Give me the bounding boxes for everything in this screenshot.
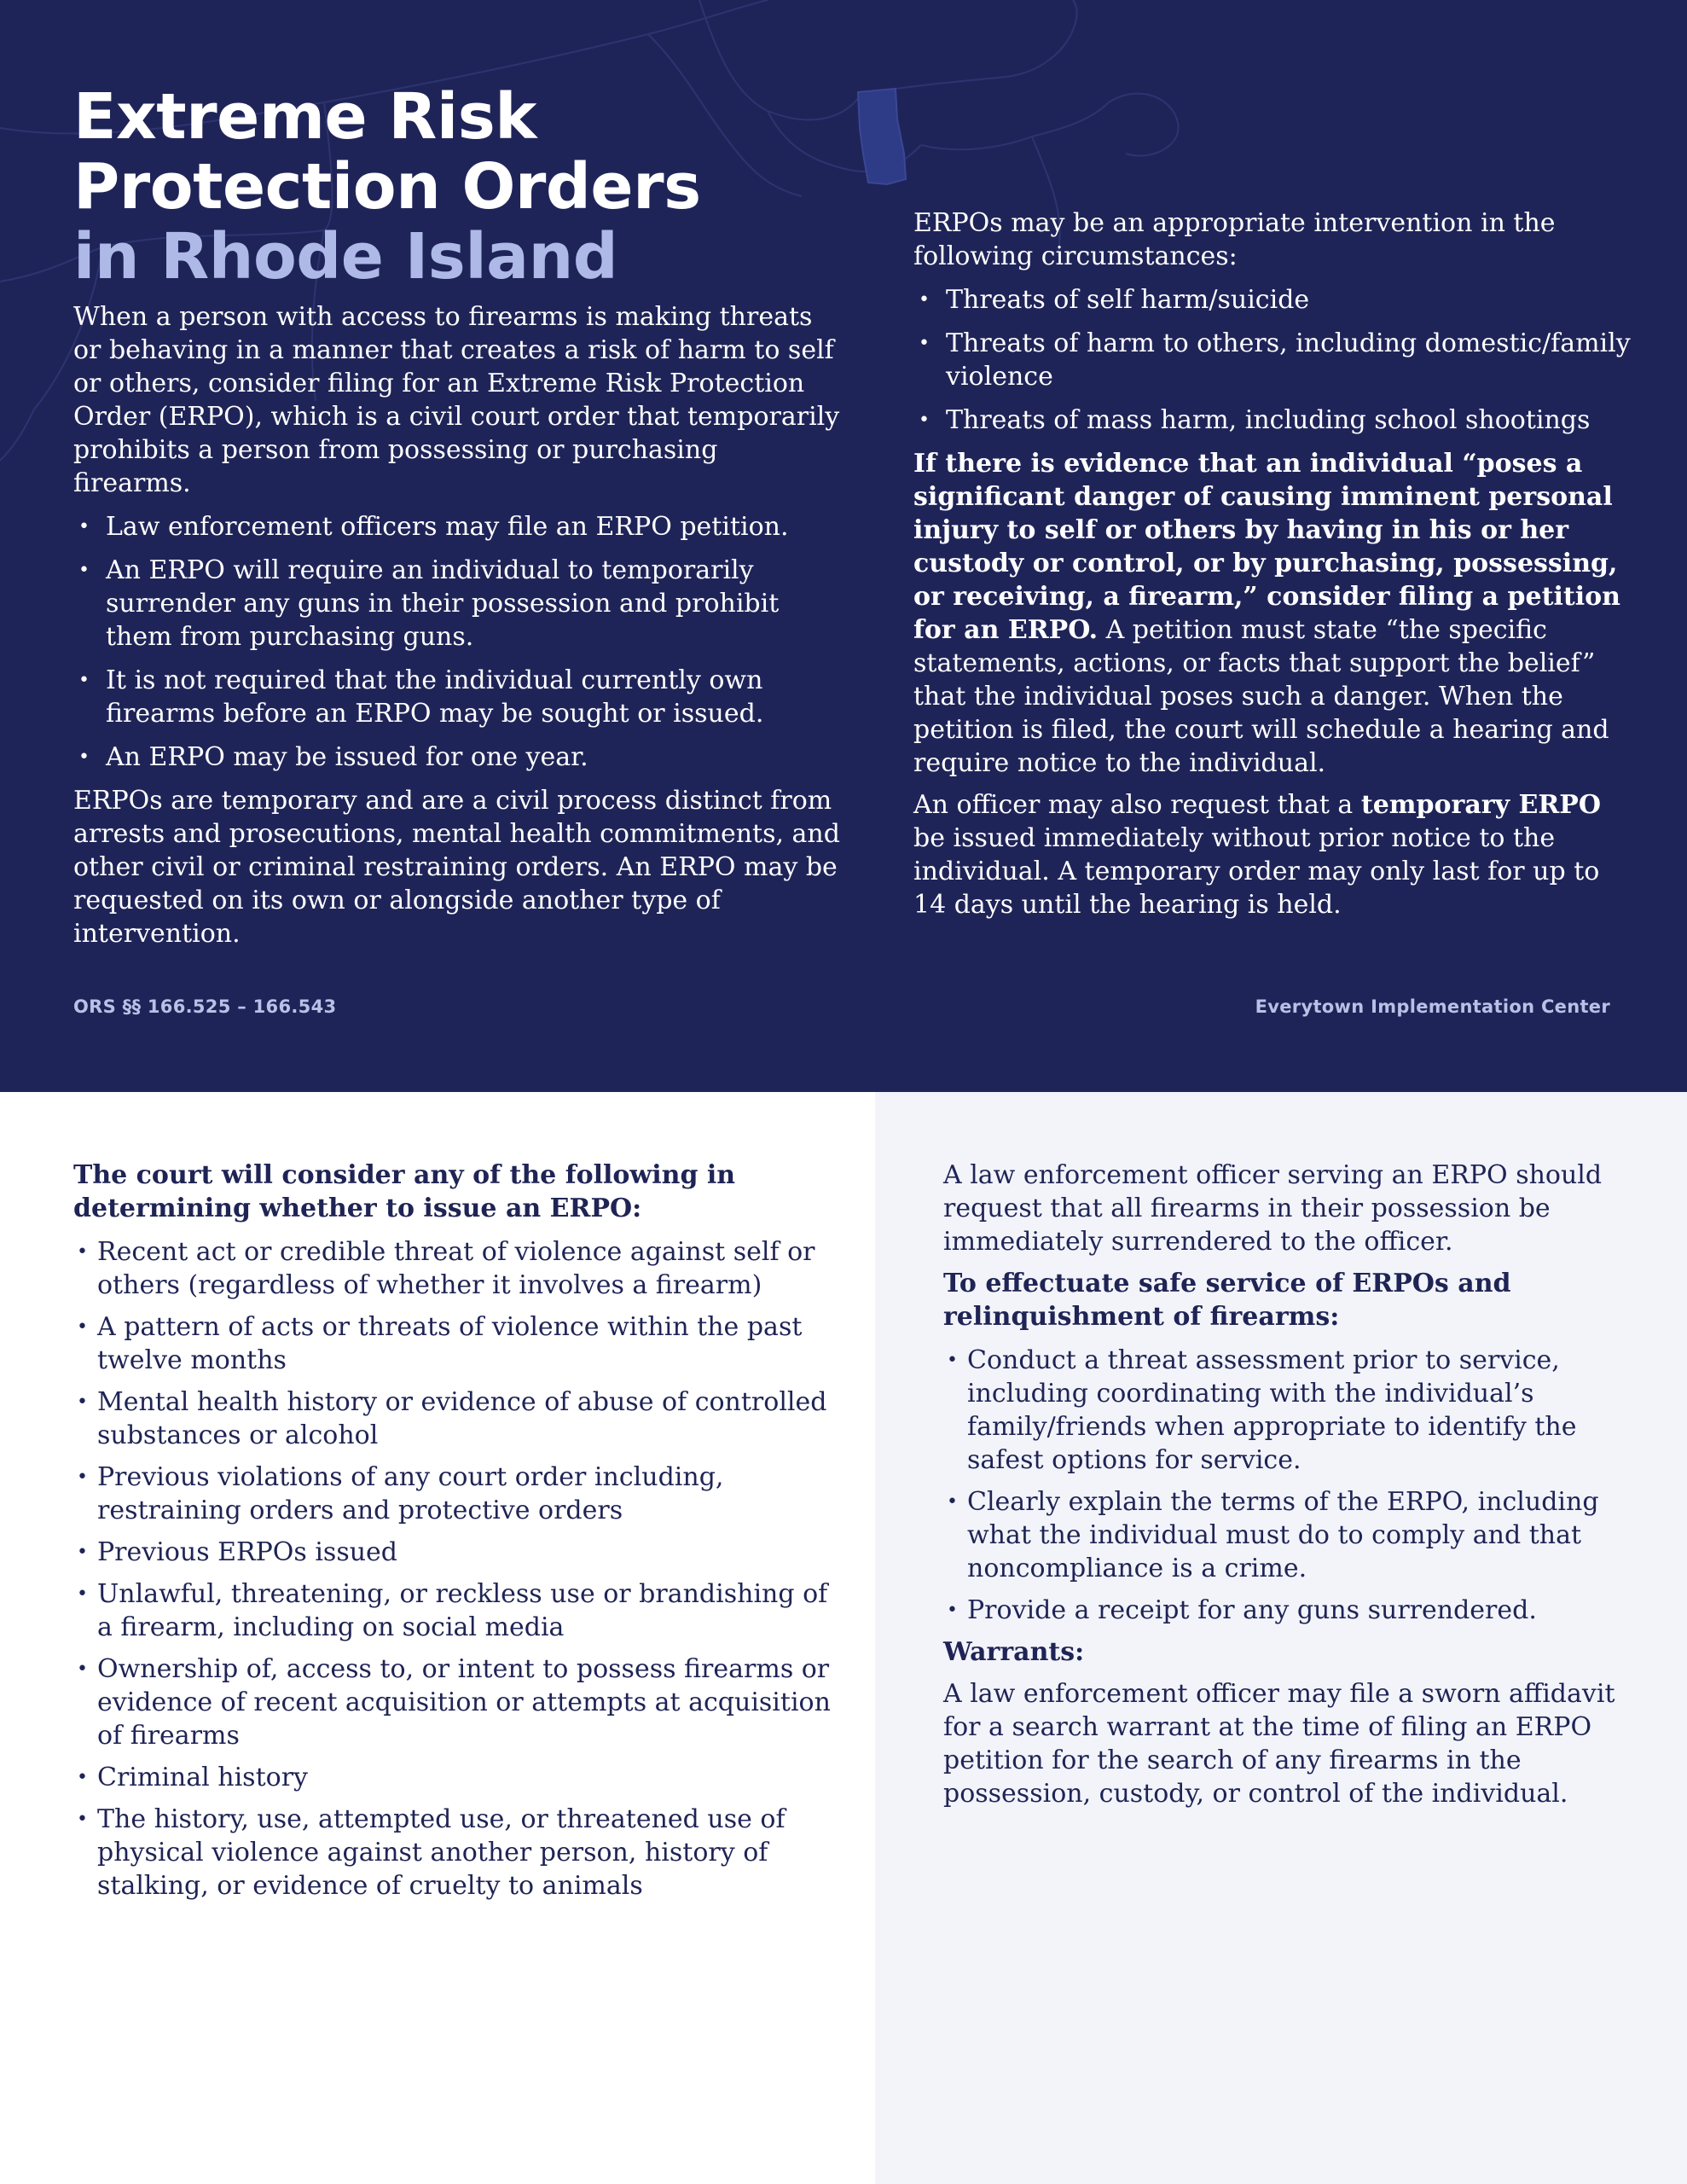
list-item: • Threats of harm to others, including domestic/family violence <box>913 327 1638 393</box>
court-considerations-list <box>73 1235 841 1902</box>
title-line-3: in Rhode Island <box>73 220 618 293</box>
list-item: • Threats of self harm/suicide <box>913 283 1638 317</box>
intro-paragraph: When a person with access to firearms is making threats or behaving in a manner that creates a risk of harm to self or others, consider filing for an Extreme Risk Protection Order (ERPO), which is a civil court order that temporarily prohibits a person from possessing or purchasing firearms. <box>73 302 840 498</box>
top-left-column <box>73 82 841 950</box>
circumstances-list <box>913 283 1638 437</box>
evidence-text: A petition must state “the specific statements, actions, or facts that support the belief” that the individual poses such a danger. When the petition is filed, the court will schedule a hearing and require notice to the individual. <box>913 615 1609 778</box>
warrants-heading: Warrants: <box>943 1637 1085 1667</box>
list-item: • Law enforcement officers may file an ERPO petition. <box>73 510 841 543</box>
list-item: • A pattern of acts or threats of violence within the past twelve months <box>73 1310 841 1377</box>
safe-service-heading: To effectuate safe service of ERPOs and relinquishment of firearms: <box>943 1269 1511 1332</box>
temporary-erpo-paragraph <box>913 788 1638 921</box>
title-line-2: Protection Orders <box>73 150 701 224</box>
list-item: • An ERPO may be issued for one year. <box>73 741 841 774</box>
list-item: • It is not required that the individual currently own firearms before an ERPO may be sought or issued. <box>73 664 841 730</box>
statute-citation: ORS §§ 166.525 – 166.543 <box>73 996 337 1017</box>
evidence-paragraph <box>913 447 1638 780</box>
temporary-pre-text: An officer may also request that a <box>913 790 1361 820</box>
organization-credit: Everytown Implementation Center <box>1255 996 1610 1017</box>
list-item: • Clearly explain the terms of the ERPO, including what the individual must do to comply and that noncompliance is a crime. <box>943 1485 1617 1585</box>
title-line-1: Extreme Risk <box>73 80 537 154</box>
list-item: • Recent act or credible threat of violence against self or others (regardless of whether it involves a firearm) <box>73 1235 841 1302</box>
court-considerations-section <box>73 1159 841 1911</box>
safe-service-list <box>943 1344 1617 1627</box>
service-intro: A law enforcement officer serving an ERPO should request that all firearms in their possession be immediately surrendered to the officer. <box>943 1160 1603 1257</box>
temporary-bold-text: temporary ERPO <box>1360 790 1601 820</box>
top-right-column <box>913 206 1638 921</box>
list-item: • Threats of mass harm, including school shootings <box>913 404 1638 437</box>
rhode-island-shape <box>858 89 906 184</box>
list-item: • Previous violations of any court order including, restraining orders and protective orders <box>73 1461 841 1527</box>
list-item: • Conduct a threat assessment prior to service, including coordinating with the individual’s family/friends when appropriate to identify the safest options for service. <box>943 1344 1617 1477</box>
list-item: • Unlawful, threatening, or reckless use or brandishing of a firearm, including on social media <box>73 1577 841 1644</box>
temporary-post-text: be issued immediately without prior notice to the individual. A temporary order may only last for up to 14 days until the hearing is held. <box>913 823 1600 920</box>
evidence-bold-text: If there is evidence that an individual “poses a significant danger of causing imminent personal injury to self or others by having in his or her custody or control, or by purchasing, possessing, or receiving, a firearm,” consider filing a petition for an ERPO. <box>913 449 1620 645</box>
list-item: • Provide a receipt for any guns surrendered. <box>943 1594 1617 1627</box>
warrants-text: A law enforcement officer may file a sworn affidavit for a search warrant at the time of filing an ERPO petition for the search of any firearms in the possession, custody, or control of the individual. <box>943 1679 1615 1809</box>
closing-paragraph: ERPOs are temporary and are a civil process distinct from arrests and prosecutions, mental health commitments, and other civil or criminal restraining orders. An ERPO may be requested on its own or alongside another type of intervention. <box>73 786 840 949</box>
list-item: • An ERPO will require an individual to temporarily surrender any guns in their possession and prohibit them from purchasing guns. <box>73 554 841 653</box>
list-item: • The history, use, attempted use, or threatened use of physical violence against another person, history of stalking, or evidence of cruelty to animals <box>73 1803 841 1902</box>
court-considerations-heading: The court will consider any of the following in determining whether to issue an ERPO: <box>73 1160 736 1223</box>
circumstances-intro: ERPOs may be an appropriate intervention in the following circumstances: <box>913 208 1556 271</box>
erpo-facts-list <box>73 510 841 774</box>
page-title <box>73 82 841 292</box>
list-item: • Ownership of, access to, or intent to possess firearms or evidence of recent acquisition or attempts at acquisition of firearms <box>73 1653 841 1752</box>
list-item: • Previous ERPOs issued <box>73 1536 841 1569</box>
list-item: • Mental health history or evidence of abuse of controlled substances or alcohol <box>73 1385 841 1452</box>
service-section <box>943 1159 1617 1810</box>
list-item: • Criminal history <box>73 1761 841 1794</box>
